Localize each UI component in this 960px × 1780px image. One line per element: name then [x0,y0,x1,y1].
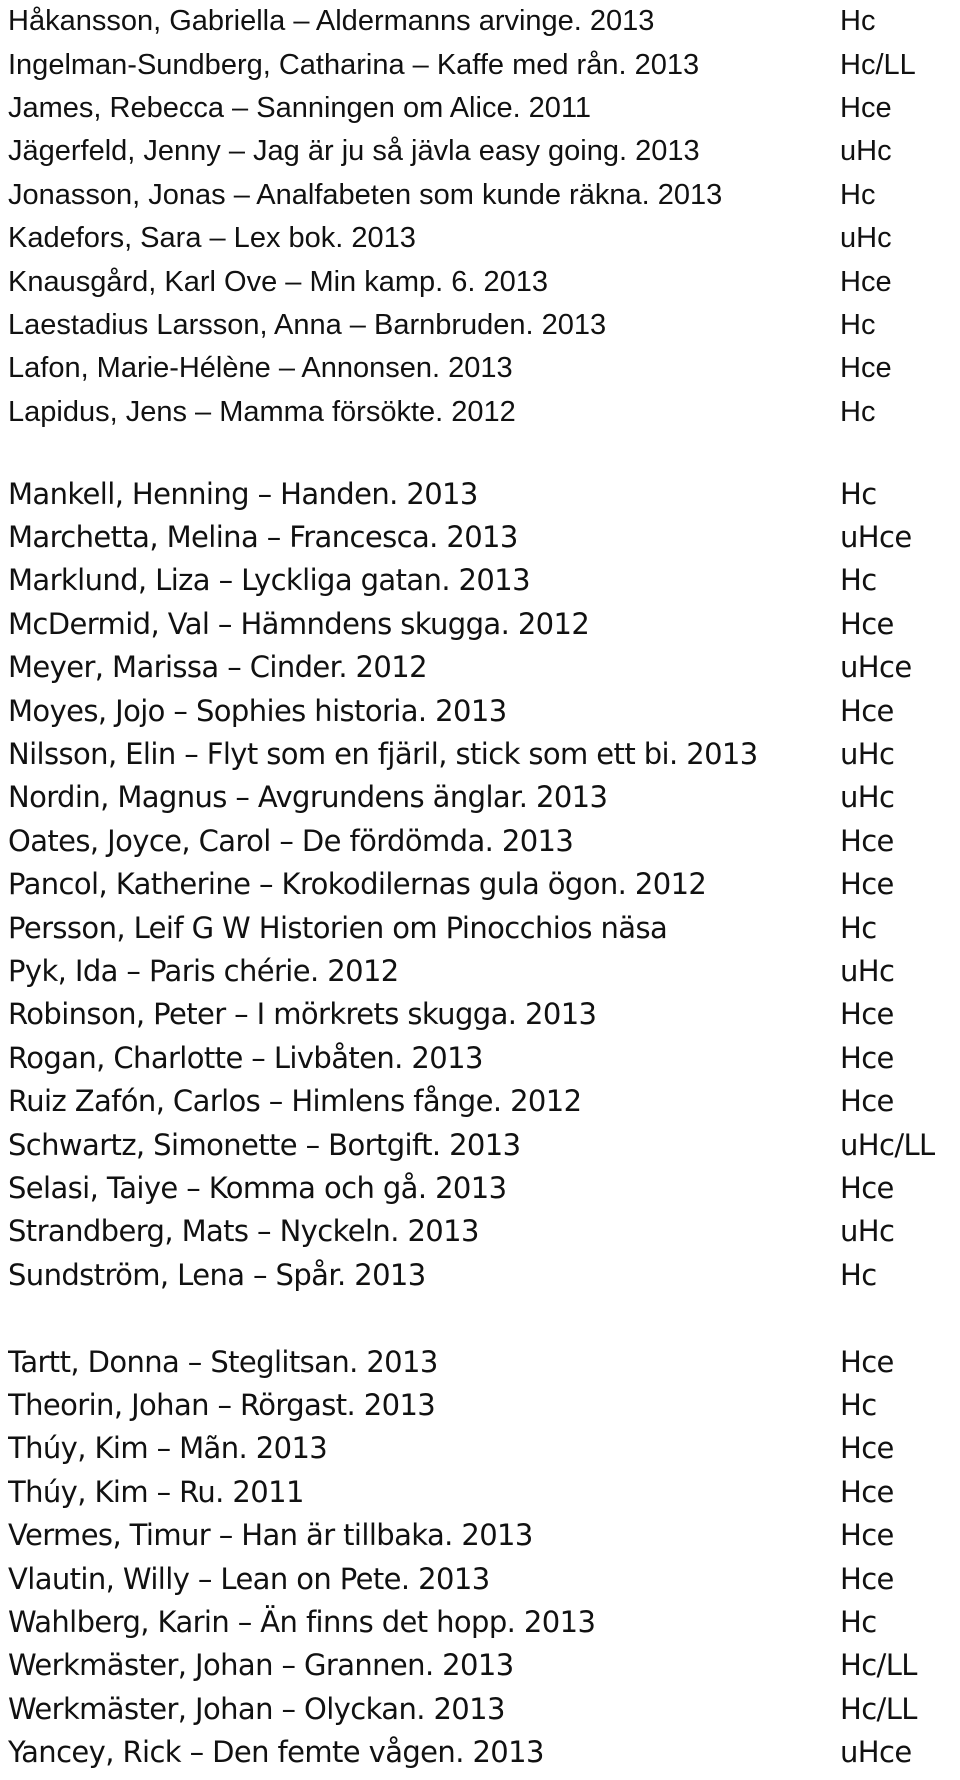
book-entry-text: Werkmäster, Johan – Olyckan. 2013 [8,1691,505,1726]
book-entry-row [8,0,948,43]
shelf-code: Hc [840,5,876,38]
book-entry-row [8,993,948,1036]
book-entry-row [8,347,948,390]
book-entry-text: Kadefors, Sara – Lex bok. 2013 [8,222,416,255]
shelf-code: uHc [840,780,895,815]
shelf-code: Hc [840,910,877,945]
book-entry-text: Oates, Joyce, Carol – De fördömda. 2013 [8,823,574,858]
shelf-code: Hce [840,1518,894,1553]
book-entry-text: Rogan, Charlotte – Livbåten. 2013 [8,1040,483,1075]
book-entry-text: Laestadius Larsson, Anna – Barnbruden. 2013 [8,308,607,341]
shelf-code: Hce [840,867,894,902]
shelf-code: Hce [840,1561,894,1596]
shelf-code: Hc [840,1605,877,1640]
shelf-code: uHce [840,650,912,685]
book-entry-text: Pyk, Ida – Paris chérie. 2012 [8,953,399,988]
book-entry-row [8,863,948,906]
book-entry-text: Pancol, Katherine – Krokodilernas gula ögon. 2012 [8,867,707,902]
book-entry-text: Vlautin, Willy – Lean on Pete. 2013 [8,1561,490,1596]
shelf-code: Hc [840,395,876,428]
book-list-group [8,1340,948,1774]
book-entry-text: Mankell, Henning – Handen. 2013 [8,476,478,511]
shelf-code: Hce [840,91,892,124]
book-entry-row [8,949,948,992]
book-entry-row [8,1079,948,1122]
book-entry-row [8,130,948,173]
shelf-code: Hce [840,1344,894,1379]
book-entry-row [8,1731,948,1774]
book-entry-text: Vermes, Timur – Han är tillbaka. 2013 [8,1518,533,1553]
shelf-code: Hce [840,606,894,641]
book-entry-text: Ruiz Zafón, Carlos – Himlens fånge. 2012 [8,1084,582,1119]
book-entry-row [8,646,948,689]
book-entry-text: Robinson, Peter – I mörkrets skugga. 2013 [8,997,597,1032]
shelf-code: uHc [840,737,895,772]
shelf-code: Hc/LL [840,48,916,81]
book-entry-text: Sundström, Lena – Spår. 2013 [8,1257,426,1292]
shelf-code: uHc/LL [840,1127,935,1162]
book-entry-row [8,602,948,645]
book-entry-row [8,1123,948,1166]
book-entry-text: Nordin, Magnus – Avgrundens änglar. 2013 [8,780,608,815]
book-entry-row [8,260,948,303]
book-entry-text: Selasi, Taiye – Komma och gå. 2013 [8,1170,507,1205]
book-list-group [8,0,948,434]
book-entry-text: Meyer, Marissa – Cinder. 2012 [8,650,427,685]
shelf-code: uHce [840,1735,912,1770]
book-entry-row [8,1514,948,1557]
book-entry-text: Ingelman-Sundberg, Catharina – Kaffe med rån. 2013 [8,48,700,81]
book-entry-row [8,217,948,260]
shelf-code: Hce [840,823,894,858]
book-entry-text: Moyes, Jojo – Sophies historia. 2013 [8,693,507,728]
book-entry-text: Persson, Leif G W Historien om Pinocchios näsa [8,910,668,945]
book-entry-text: Thúy, Kim – Mãn. 2013 [8,1431,328,1466]
book-entry-text: Nilsson, Elin – Flyt som en fjäril, stick som ett bi. 2013 [8,737,758,772]
book-entry-text: Theorin, Johan – Rörgast. 2013 [8,1388,436,1423]
shelf-code: Hce [840,997,894,1032]
book-entry-text: Jägerfeld, Jenny – Jag är ju så jävla easy going. 2013 [8,135,700,168]
book-entry-row [8,1166,948,1209]
book-entry-row [8,515,948,558]
book-entry-row [8,776,948,819]
shelf-code: uHc [840,222,892,255]
shelf-code: Hce [840,1084,894,1119]
shelf-code: Hc [840,1257,877,1292]
book-entry-row [8,87,948,130]
book-entry-row [8,1340,948,1383]
book-entry-text: Marchetta, Melina – Francesca. 2013 [8,520,518,555]
book-entry-row [8,1210,948,1253]
book-entry-row [8,1687,948,1730]
book-list-group [8,472,948,1296]
shelf-code: Hc [840,563,877,598]
book-entry-row [8,1644,948,1687]
book-entry-text: Marklund, Liza – Lyckliga gatan. 2013 [8,563,530,598]
shelf-code: Hc/LL [840,1648,917,1683]
book-entry-text: Wahlberg, Karin – Än finns det hopp. 2013 [8,1605,596,1640]
book-entry-text: Strandberg, Mats – Nyckeln. 2013 [8,1214,479,1249]
book-entry-row [8,689,948,732]
shelf-code: uHc [840,1214,895,1249]
book-entry-text: Jonasson, Jonas – Analfabeten som kunde räkna. 2013 [8,178,723,211]
book-entry-row [8,1427,948,1470]
shelf-code: Hce [840,1170,894,1205]
book-entry-row [8,1557,948,1600]
book-entry-row [8,559,948,602]
shelf-code: Hce [840,352,892,385]
book-entry-text: Tartt, Donna – Steglitsan. 2013 [8,1344,438,1379]
book-entry-row [8,43,948,86]
shelf-code: Hce [840,1040,894,1075]
shelf-code: Hc/LL [840,1691,917,1726]
shelf-code: uHc [840,953,895,988]
shelf-code: uHc [840,135,892,168]
book-entry-row [8,732,948,775]
shelf-code: Hc [840,476,877,511]
book-entry-row [8,1253,948,1296]
book-entry-row [8,1600,948,1643]
shelf-code: Hce [840,693,894,728]
book-entry-row [8,819,948,862]
book-entry-text: Yancey, Rick – Den femte vågen. 2013 [8,1735,544,1770]
book-entry-row [8,472,948,515]
shelf-code: Hc [840,178,876,211]
shelf-code: Hce [840,1431,894,1466]
shelf-code: Hce [840,1474,894,1509]
book-entry-text: McDermid, Val – Hämndens skugga. 2012 [8,606,590,641]
book-entry-text: Lafon, Marie-Hélène – Annonsen. 2013 [8,352,513,385]
book-entry-row [8,391,948,434]
book-entry-text: Werkmäster, Johan – Grannen. 2013 [8,1648,514,1683]
book-entry-row [8,1383,948,1426]
book-entry-row [8,906,948,949]
shelf-code: Hce [840,265,892,298]
book-entry-row [8,1470,948,1513]
shelf-code: Hc [840,1388,877,1423]
shelf-code: Hc [840,308,876,341]
book-entry-text: Schwartz, Simonette – Bortgift. 2013 [8,1127,521,1162]
book-entry-row [8,1036,948,1079]
book-entry-text: Håkansson, Gabriella – Aldermanns arvinge. 2013 [8,5,655,38]
book-entry-text: Knausgård, Karl Ove – Min kamp. 6. 2013 [8,265,549,298]
book-entry-text: Lapidus, Jens – Mamma försökte. 2012 [8,395,516,428]
book-entry-row [8,174,948,217]
book-entry-row [8,304,948,347]
book-entry-text: Thúy, Kim – Ru. 2011 [8,1474,304,1509]
shelf-code: uHce [840,520,912,555]
book-entry-text: James, Rebecca – Sanningen om Alice. 2011 [8,91,592,124]
